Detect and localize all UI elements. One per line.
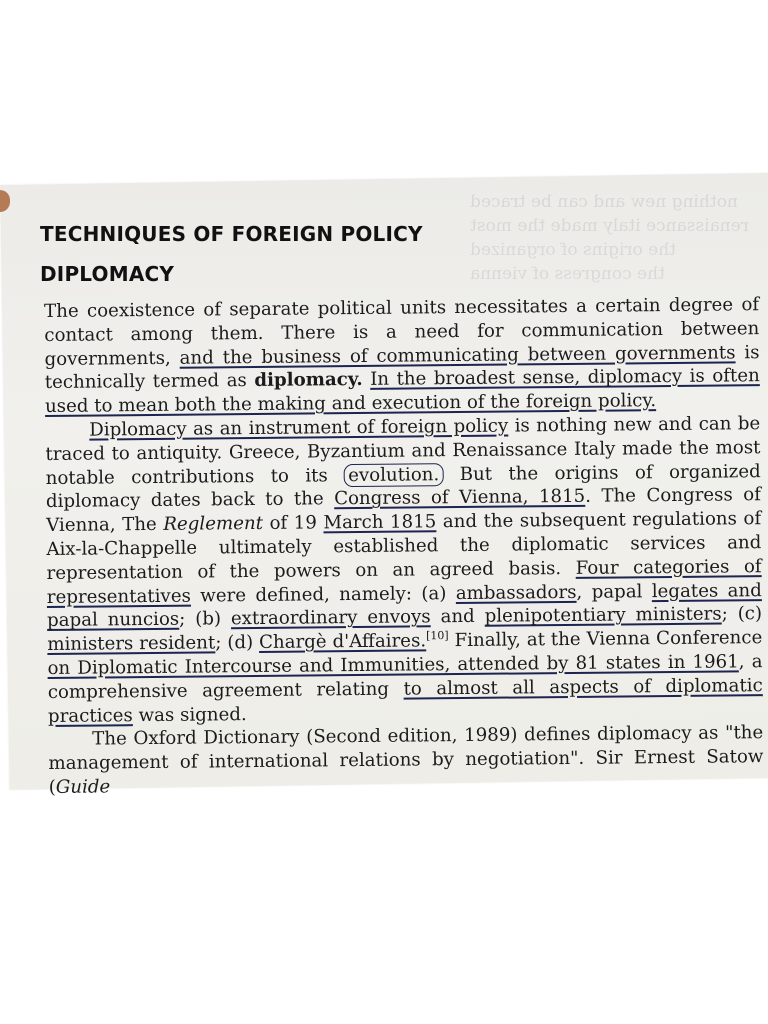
pen-underline: plenipotentiary ministers bbox=[484, 603, 722, 628]
text-run: But the origins of organized diplomacy dates back to the bbox=[45, 460, 761, 513]
text-run: is nothing new and can be traced to antiquity. Greece, Byzantium and Renaissance Italy made the most notable contributions to its bbox=[45, 413, 761, 489]
text-run: were defined, namely: (a) bbox=[190, 582, 456, 607]
pen-underline: Chargè d'Affaires. bbox=[258, 630, 427, 654]
bleed-through-line: renaissance italy made the most bbox=[470, 216, 749, 236]
text-run: ; (d) bbox=[215, 632, 260, 654]
text-run: ; (b) bbox=[179, 608, 232, 631]
text-run: The coexistence of separate political units necessitates a certain degree of contact among them. There is a need for communication between governments, bbox=[44, 294, 760, 370]
pen-underline: legates and papal nuncios bbox=[46, 579, 762, 632]
text-run: was signed. bbox=[132, 703, 247, 726]
text-run: . The Congress of Vienna, The bbox=[46, 484, 762, 537]
italic-term: Reglement bbox=[163, 513, 264, 536]
pen-underline: on Diplomatic Intercourse and Immunities, attended by 81 states in 1961 bbox=[47, 651, 739, 679]
pen-underline: In the broadest sense, diplomacy is often used to mean both the making and execution of the foreign policy. bbox=[44, 365, 760, 418]
text-run: , a comprehensive agreement relating bbox=[47, 651, 763, 703]
text-run: of 19 bbox=[262, 512, 324, 535]
pen-underline: to almost all aspects of diplomatic practices bbox=[47, 674, 763, 727]
pen-underline: Diplomacy as an instrument of foreign policy bbox=[89, 415, 509, 441]
section-subheading: DIPLOMACY bbox=[40, 262, 175, 286]
pen-underline: March 1815 bbox=[323, 511, 437, 534]
footnote-ref: [10] bbox=[426, 629, 449, 643]
bleed-through-line: the congress of vienna bbox=[470, 264, 665, 284]
text-run: , papal bbox=[576, 580, 652, 603]
pen-underline: ministers resident bbox=[47, 632, 216, 656]
text-run: The Oxford Dictionary (Second edition, 1989) defines diplomacy as "the management of international relations by negotiation". Sir Ernest Satow ( bbox=[48, 722, 764, 798]
section-heading: TECHNIQUES OF FOREIGN POLICY bbox=[40, 222, 423, 246]
body-text bbox=[44, 293, 764, 800]
pen-underline: ambassadors bbox=[455, 581, 577, 604]
pen-underline: and the business of communicating between governments bbox=[179, 341, 736, 369]
pen-circle: evolution. bbox=[344, 463, 443, 487]
paragraph-1 bbox=[44, 293, 760, 419]
bold-term: diplomacy. bbox=[254, 369, 363, 392]
paragraph-3 bbox=[48, 721, 764, 799]
pen-underline: extraordinary envoys bbox=[230, 606, 431, 630]
text-run: and the subsequent regulations of Aix-la-Chappelle ultimately established the diplomatic services and representation of the powers on an agreed basis. bbox=[46, 508, 762, 584]
text-run: Finally, at the Vienna Conference bbox=[448, 627, 763, 652]
text-run: and bbox=[430, 606, 485, 628]
text-run: ; (c) bbox=[721, 603, 763, 625]
italic-term: Guide bbox=[55, 776, 111, 798]
bleed-through-line: nothing new and can be traced bbox=[470, 192, 738, 212]
paragraph-2 bbox=[45, 412, 763, 728]
text-run: is technically termed as bbox=[44, 341, 760, 394]
pen-underline: Congress of Vienna, 1815 bbox=[334, 486, 586, 510]
bleed-through-line: the origins of organized bbox=[470, 240, 677, 260]
pen-underline: Four categories of representatives bbox=[46, 555, 762, 608]
